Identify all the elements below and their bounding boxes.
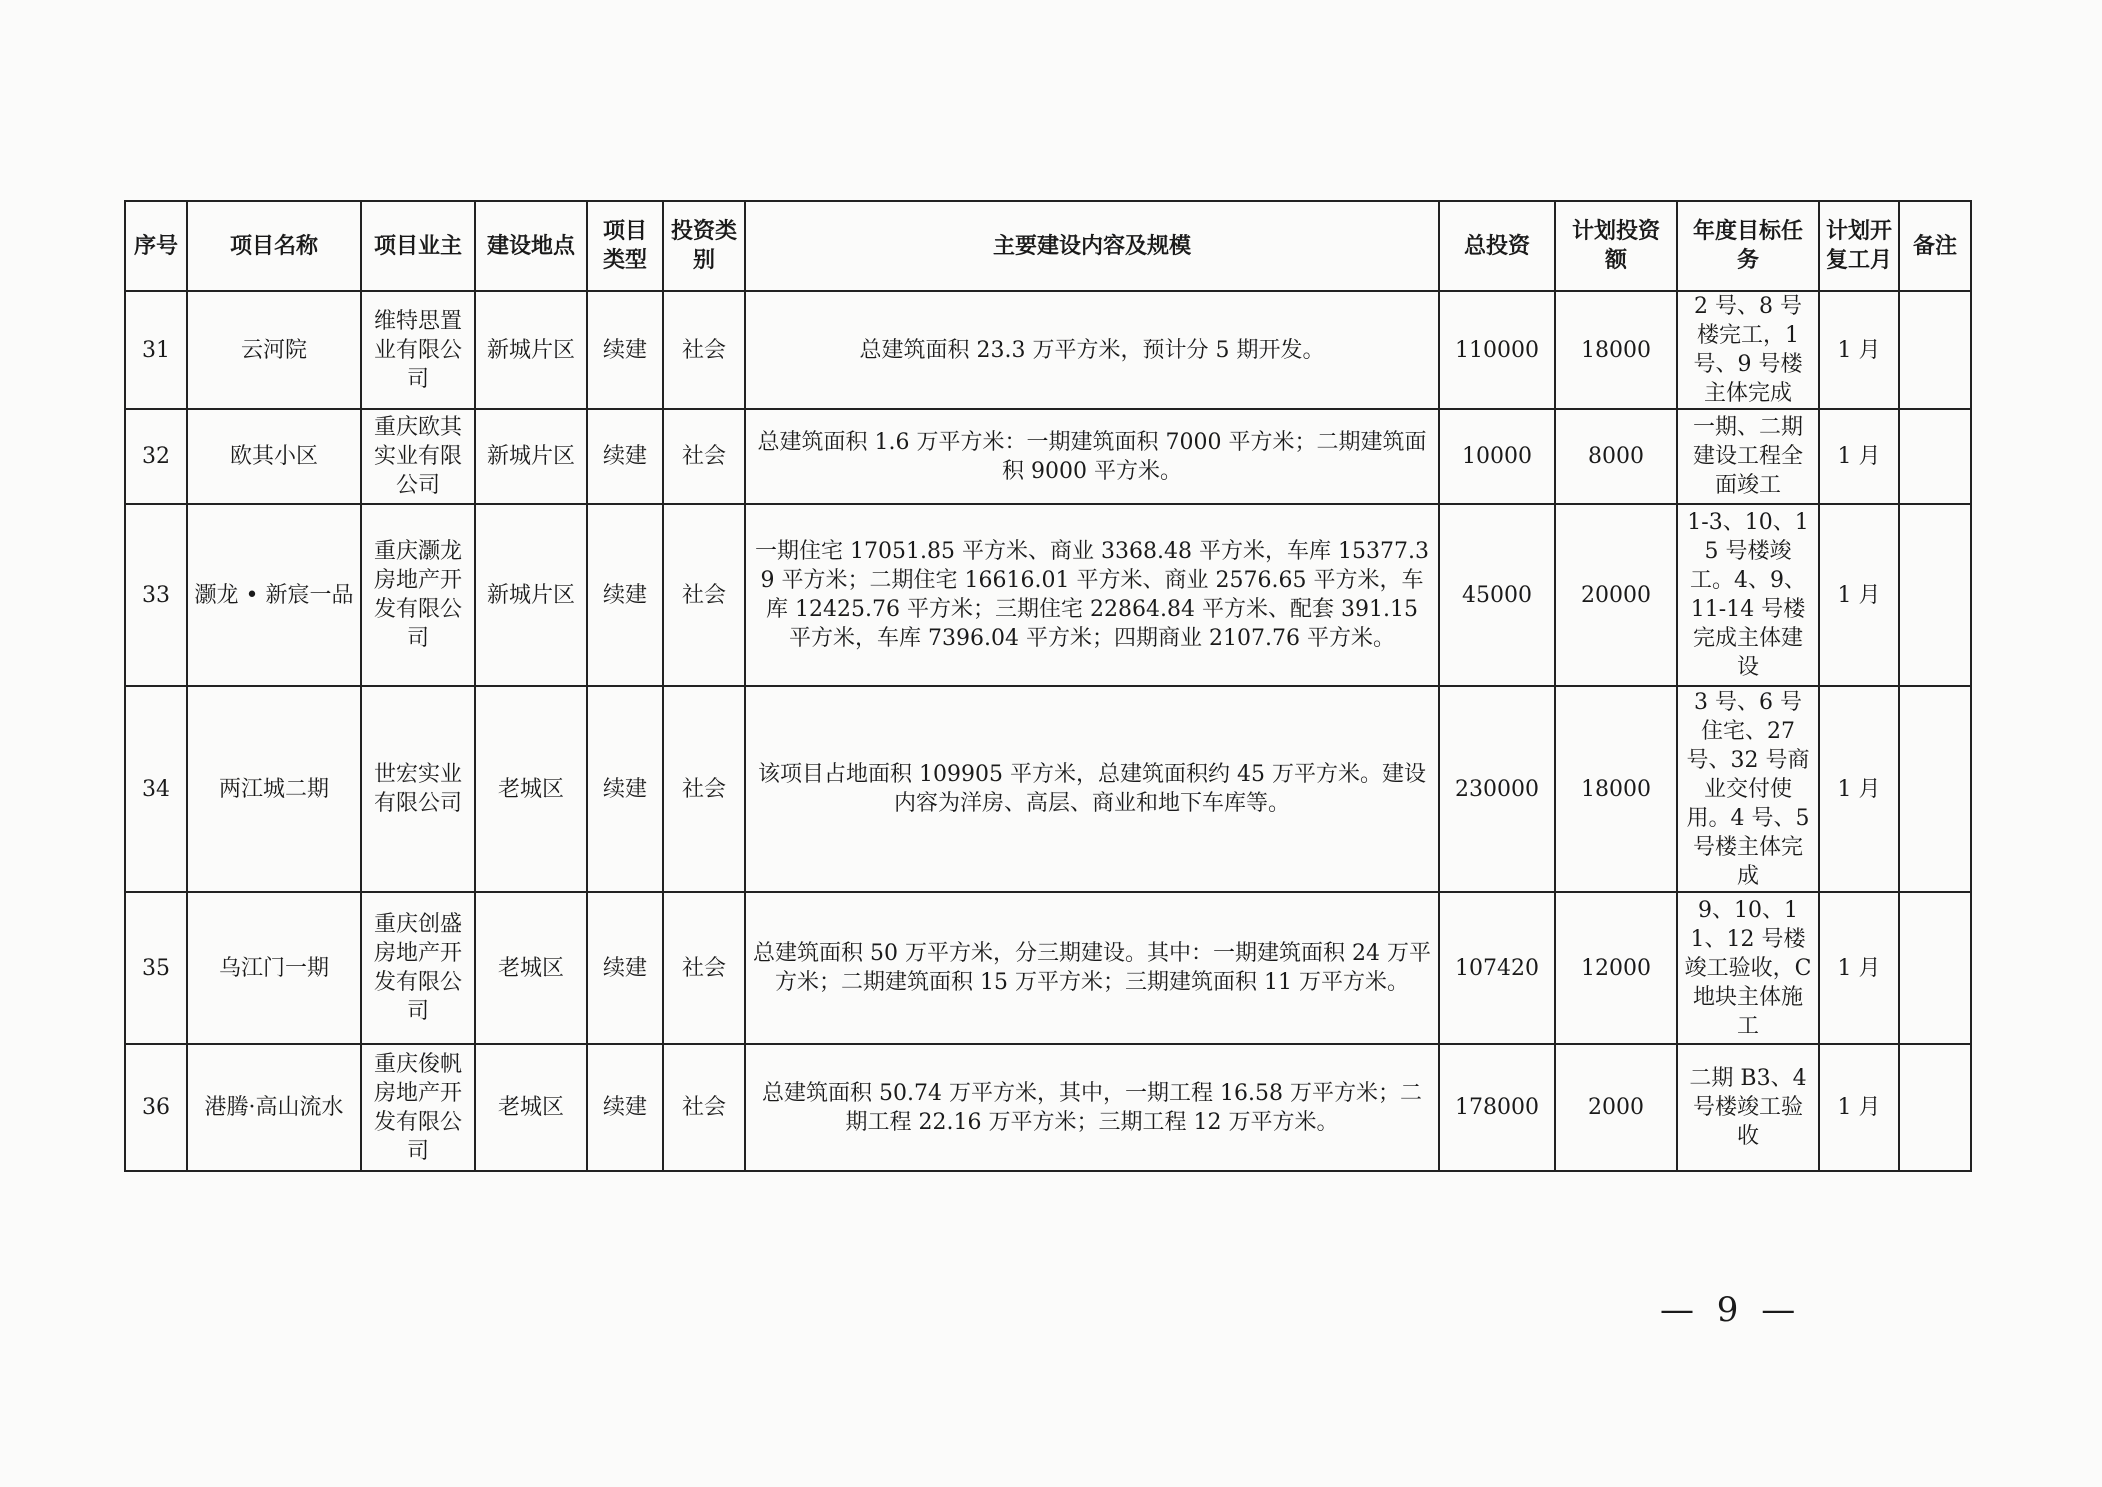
- header-name: 项目名称: [187, 201, 361, 291]
- cell-owner: 重庆创盛房地产开发有限公司: [361, 892, 475, 1044]
- cell-content: 该项目占地面积 109905 平方米，总建筑面积约 45 万平方米。建设内容为洋房、高层、商业和地下车库等。: [745, 686, 1439, 892]
- cell-total: 178000: [1439, 1044, 1555, 1171]
- header-type: 项目类型: [587, 201, 663, 291]
- cell-owner: 世宏实业有限公司: [361, 686, 475, 892]
- cell-target: 9、10、11、12 号楼竣工验收，C 地块主体施工: [1677, 892, 1819, 1044]
- cell-owner: 重庆俊帆房地产开发有限公司: [361, 1044, 475, 1171]
- cell-start: 1 月: [1819, 892, 1899, 1044]
- cell-content: 总建筑面积 50.74 万平方米，其中，一期工程 16.58 万平方米；二期工程 22.16 万平方米；三期工程 12 万平方米。: [745, 1044, 1439, 1171]
- cell-content: 总建筑面积 50 万平方米，分三期建设。其中：一期建筑面积 24 万平方米；二期建筑面积 15 万平方米；三期建筑面积 11 万平方米。: [745, 892, 1439, 1044]
- cell-location: 新城片区: [475, 409, 587, 504]
- cell-location: 老城区: [475, 686, 587, 892]
- cell-remarks: [1899, 504, 1971, 686]
- cell-total: 230000: [1439, 686, 1555, 892]
- cell-invest-class: 社会: [663, 1044, 745, 1171]
- cell-remarks: [1899, 291, 1971, 409]
- table-row: [125, 409, 1971, 504]
- table-row: [125, 1044, 1971, 1171]
- cell-start: 1 月: [1819, 291, 1899, 409]
- cell-name: 港腾·高山流水: [187, 1044, 361, 1171]
- cell-planned: 12000: [1555, 892, 1677, 1044]
- cell-owner: 重庆灏龙房地产开发有限公司: [361, 504, 475, 686]
- cell-invest-class: 社会: [663, 291, 745, 409]
- header-row: [125, 201, 1971, 291]
- cell-remarks: [1899, 686, 1971, 892]
- cell-planned: 2000: [1555, 1044, 1677, 1171]
- table-row: [125, 504, 1971, 686]
- cell-seq: 32: [125, 409, 187, 504]
- cell-total: 10000: [1439, 409, 1555, 504]
- cell-location: 老城区: [475, 892, 587, 1044]
- cell-owner: 维特思置业有限公司: [361, 291, 475, 409]
- cell-total: 110000: [1439, 291, 1555, 409]
- cell-type: 续建: [587, 686, 663, 892]
- cell-planned: 8000: [1555, 409, 1677, 504]
- cell-target: 3 号、6 号住宅、27 号、32 号商业交付使用。4 号、5 号楼主体完成: [1677, 686, 1819, 892]
- cell-seq: 34: [125, 686, 187, 892]
- cell-remarks: [1899, 892, 1971, 1044]
- cell-invest-class: 社会: [663, 892, 745, 1044]
- cell-start: 1 月: [1819, 504, 1899, 686]
- cell-planned: 18000: [1555, 686, 1677, 892]
- cell-name: 云河院: [187, 291, 361, 409]
- cell-name: 欧其小区: [187, 409, 361, 504]
- cell-start: 1 月: [1819, 1044, 1899, 1171]
- cell-invest-class: 社会: [663, 686, 745, 892]
- header-total: 总投资: [1439, 201, 1555, 291]
- header-content: 主要建设内容及规模: [745, 201, 1439, 291]
- cell-seq: 33: [125, 504, 187, 686]
- cell-seq: 36: [125, 1044, 187, 1171]
- cell-invest-class: 社会: [663, 409, 745, 504]
- cell-planned: 18000: [1555, 291, 1677, 409]
- table-row: [125, 291, 1971, 409]
- table-row: [125, 686, 1971, 892]
- cell-content: 一期住宅 17051.85 平方米、商业 3368.48 平方米，车库 15377.39 平方米；二期住宅 16616.01 平方米、商业 2576.65 平方米，车库 12425.76 平方米；三期住宅 22864.84 平方米、配套 391.15 平方米，车库 7396.04 平方米；四期商业 2107.76 平方米。: [745, 504, 1439, 686]
- project-table: [124, 200, 1972, 1172]
- cell-target: 1-3、10、15 号楼竣工。4、9、11-14 号楼完成主体建设: [1677, 504, 1819, 686]
- header-owner: 项目业主: [361, 201, 475, 291]
- cell-type: 续建: [587, 1044, 663, 1171]
- header-remarks: 备注: [1899, 201, 1971, 291]
- header-target: 年度目标任务: [1677, 201, 1819, 291]
- header-invest-class: 投资类别: [663, 201, 745, 291]
- cell-total: 107420: [1439, 892, 1555, 1044]
- cell-content: 总建筑面积 23.3 万平方米，预计分 5 期开发。: [745, 291, 1439, 409]
- cell-owner: 重庆欧其实业有限公司: [361, 409, 475, 504]
- cell-seq: 31: [125, 291, 187, 409]
- cell-type: 续建: [587, 892, 663, 1044]
- cell-type: 续建: [587, 291, 663, 409]
- cell-content: 总建筑面积 1.6 万平方米：一期建筑面积 7000 平方米；二期建筑面积 9000 平方米。: [745, 409, 1439, 504]
- header-location: 建设地点: [475, 201, 587, 291]
- cell-name: 两江城二期: [187, 686, 361, 892]
- table-row: [125, 892, 1971, 1044]
- cell-target: 一期、二期建设工程全面竣工: [1677, 409, 1819, 504]
- cell-target: 2 号、8 号楼完工，1 号、9 号楼主体完成: [1677, 291, 1819, 409]
- header-seq: 序号: [125, 201, 187, 291]
- cell-location: 老城区: [475, 1044, 587, 1171]
- header-start: 计划开复工月: [1819, 201, 1899, 291]
- cell-name: 乌江门一期: [187, 892, 361, 1044]
- cell-total: 45000: [1439, 504, 1555, 686]
- cell-type: 续建: [587, 504, 663, 686]
- cell-name: 灏龙 • 新宸一品: [187, 504, 361, 686]
- cell-seq: 35: [125, 892, 187, 1044]
- page-number: — 9 —: [1660, 1290, 1802, 1330]
- cell-start: 1 月: [1819, 686, 1899, 892]
- cell-location: 新城片区: [475, 291, 587, 409]
- cell-planned: 20000: [1555, 504, 1677, 686]
- cell-type: 续建: [587, 409, 663, 504]
- cell-remarks: [1899, 409, 1971, 504]
- cell-target: 二期 B3、4 号楼竣工验收: [1677, 1044, 1819, 1171]
- cell-location: 新城片区: [475, 504, 587, 686]
- cell-start: 1 月: [1819, 409, 1899, 504]
- cell-remarks: [1899, 1044, 1971, 1171]
- header-planned: 计划投资额: [1555, 201, 1677, 291]
- cell-invest-class: 社会: [663, 504, 745, 686]
